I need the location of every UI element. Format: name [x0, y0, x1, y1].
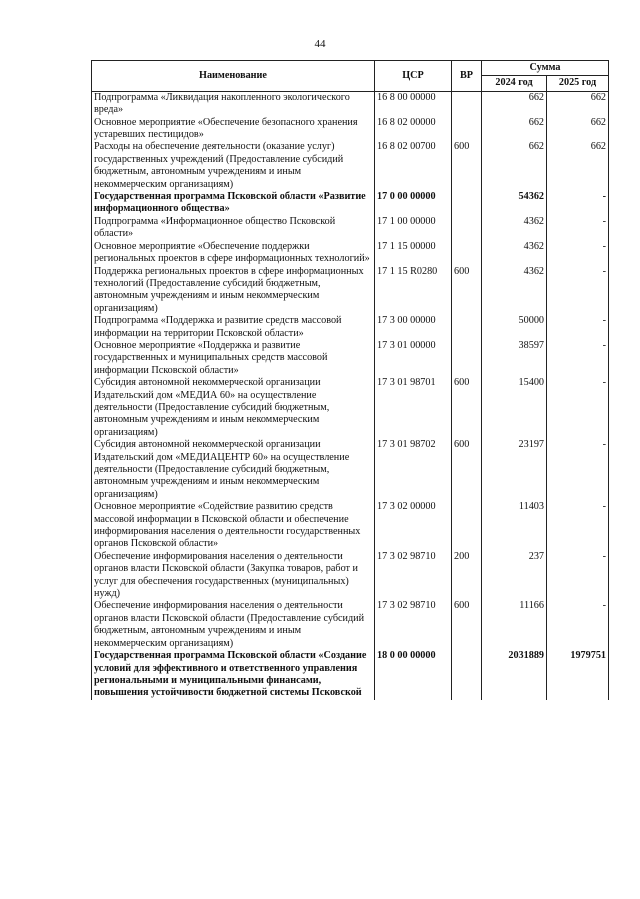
row-csr: 17 1 00 00000: [375, 216, 452, 241]
row-amount-2024: 4362: [482, 241, 547, 266]
row-csr: 17 0 00 00000: [375, 191, 452, 216]
table-row: [92, 650, 609, 700]
row-amount-2024: 11403: [482, 501, 547, 551]
row-amount-2024: 662: [482, 117, 547, 142]
header-sum: Сумма: [482, 61, 609, 76]
row-name: Расходы на обеспечение деятельности (оказание услуг) государственных учреждений (Предоставление субсидий бюджетным, автономным учреждениям и иным некоммерческим организациям): [92, 141, 375, 191]
row-csr: 17 3 01 98702: [375, 439, 452, 501]
header-vr: ВР: [452, 61, 482, 92]
row-vr: [452, 315, 482, 340]
row-vr: [452, 191, 482, 216]
table-row: [92, 216, 609, 241]
row-amount-2025: -: [547, 600, 609, 650]
table-row: [92, 501, 609, 551]
row-csr: 16 8 02 00000: [375, 117, 452, 142]
table-row: [92, 315, 609, 340]
row-name: Государственная программа Псковской области «Развитие информационного общества»: [92, 191, 375, 216]
row-name: Основное мероприятие «Поддержка и развитие государственных и муниципальных средств массовой информации Псковской области»: [92, 340, 375, 377]
row-amount-2025: -: [547, 439, 609, 501]
row-vr: [452, 501, 482, 551]
row-amount-2025: 1979751: [547, 650, 609, 700]
row-name: Основное мероприятие «Содействие развитию средств массовой информации в Псковской области и обеспечение информирования населения о деятельности государственных органов Псковской области»: [92, 501, 375, 551]
row-amount-2025: -: [547, 216, 609, 241]
table-row: [92, 266, 609, 316]
row-name: Поддержка региональных проектов в сфере информационных технологий (Предоставление субсидий бюджетным, автономным учреждениям и иным некоммерческим организациям): [92, 266, 375, 316]
row-name: Основное мероприятие «Обеспечение поддержки региональных проектов в сфере информационных технологий»: [92, 241, 375, 266]
table-row: [92, 191, 609, 216]
row-amount-2024: 54362: [482, 191, 547, 216]
row-name: Обеспечение информирования населения о деятельности органов власти Псковской области (Предоставление субсидий бюджетным, автономным учреждениям и иным некоммерческим организациям): [92, 600, 375, 650]
table-row: [92, 377, 609, 439]
row-name: Подпрограмма «Информационное общество Псковской области»: [92, 216, 375, 241]
row-vr: 600: [452, 141, 482, 191]
row-amount-2024: 4362: [482, 266, 547, 316]
row-csr: 17 3 00 00000: [375, 315, 452, 340]
table-row: [92, 117, 609, 142]
row-csr: 17 3 02 00000: [375, 501, 452, 551]
row-vr: 200: [452, 551, 482, 601]
header-year-2024: 2024 год: [482, 76, 547, 91]
row-csr: 17 3 01 98701: [375, 377, 452, 439]
row-vr: [452, 340, 482, 377]
row-vr: [452, 650, 482, 700]
row-csr: 17 1 15 00000: [375, 241, 452, 266]
row-amount-2025: -: [547, 241, 609, 266]
row-name: Государственная программа Псковской области «Создание условий для эффективного и ответственного управления региональными и муниципальными финансами, повышения устойчивости бюджетной системы Псковской: [92, 650, 375, 700]
row-amount-2024: 50000: [482, 315, 547, 340]
budget-table: [91, 60, 609, 700]
header-year-2025: 2025 год: [547, 76, 609, 91]
row-csr: 16 8 00 00000: [375, 91, 452, 116]
row-csr: 18 0 00 00000: [375, 650, 452, 700]
table-row: [92, 91, 609, 116]
row-name: Основное мероприятие «Обеспечение безопасного хранения устаревших пестицидов»: [92, 117, 375, 142]
row-vr: 600: [452, 439, 482, 501]
row-name: Подпрограмма «Ликвидация накопленного экологического вреда»: [92, 91, 375, 116]
header-name: Наименование: [92, 61, 375, 92]
row-csr: 17 3 02 98710: [375, 551, 452, 601]
row-vr: [452, 241, 482, 266]
row-csr: 17 3 02 98710: [375, 600, 452, 650]
row-name: Подпрограмма «Поддержка и развитие средств массовой информации на территории Псковской области»: [92, 315, 375, 340]
row-amount-2024: 4362: [482, 216, 547, 241]
row-amount-2025: 662: [547, 141, 609, 191]
row-name: Субсидия автономной некоммерческой организации Издательский дом «МЕДИАЦЕНТР 60» на осуществление деятельности (Предоставление субсидий бюджетным, автономным учреждениям и иным некоммерческим организациям): [92, 439, 375, 501]
row-amount-2024: 237: [482, 551, 547, 601]
page-number: 44: [314, 38, 326, 50]
row-amount-2024: 15400: [482, 377, 547, 439]
header-csr: ЦСР: [375, 61, 452, 92]
row-vr: [452, 117, 482, 142]
row-amount-2025: -: [547, 191, 609, 216]
row-name: Обеспечение информирования населения о деятельности органов власти Псковской области (Закупка товаров, работ и услуг для обеспечения государственных (муниципальных) нужд): [92, 551, 375, 601]
table-row: [92, 600, 609, 650]
row-vr: 600: [452, 600, 482, 650]
row-amount-2025: 662: [547, 117, 609, 142]
row-amount-2025: -: [547, 340, 609, 377]
table-row: [92, 439, 609, 501]
row-amount-2025: -: [547, 551, 609, 601]
row-csr: 17 3 01 00000: [375, 340, 452, 377]
row-vr: [452, 91, 482, 116]
row-amount-2024: 11166: [482, 600, 547, 650]
row-csr: 17 1 15 R0280: [375, 266, 452, 316]
row-amount-2024: 2031889: [482, 650, 547, 700]
table-row: [92, 141, 609, 191]
table-row: [92, 551, 609, 601]
row-name: Субсидия автономной некоммерческой организации Издательский дом «МЕДИА 60» на осуществление деятельности (Предоставление субсидий бюджетным, автономным учреждениям и иным некоммерческим организациям): [92, 377, 375, 439]
row-amount-2024: 38597: [482, 340, 547, 377]
row-amount-2025: -: [547, 377, 609, 439]
row-amount-2025: 662: [547, 91, 609, 116]
row-vr: 600: [452, 377, 482, 439]
row-vr: [452, 216, 482, 241]
table-row: [92, 340, 609, 377]
table-header: [92, 61, 609, 92]
row-csr: 16 8 02 00700: [375, 141, 452, 191]
row-amount-2025: -: [547, 266, 609, 316]
row-vr: 600: [452, 266, 482, 316]
row-amount-2025: -: [547, 315, 609, 340]
table-row: [92, 241, 609, 266]
row-amount-2025: -: [547, 501, 609, 551]
row-amount-2024: 23197: [482, 439, 547, 501]
row-amount-2024: 662: [482, 91, 547, 116]
table-body: [92, 91, 609, 699]
row-amount-2024: 662: [482, 141, 547, 191]
